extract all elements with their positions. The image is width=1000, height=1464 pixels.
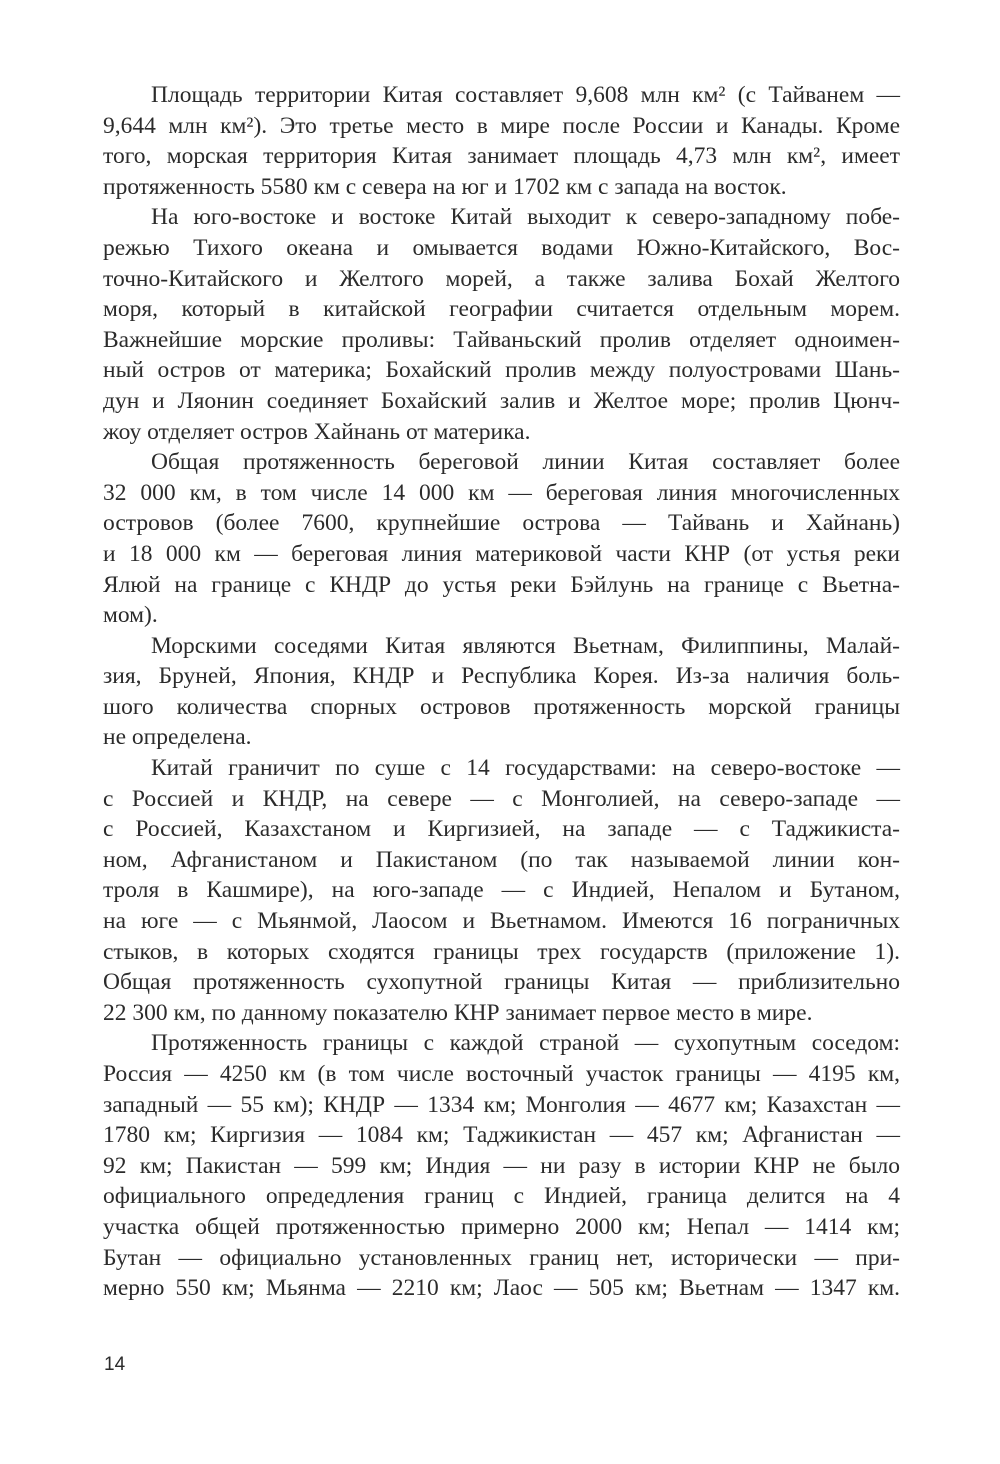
text-line: ном, Афганистаном и Пакистаном (по так называемой линии кон- bbox=[103, 846, 900, 873]
text-line: дун и Ляонин соединяет Бохайский залив и Желтое море; пролив Цюнч- bbox=[103, 387, 900, 414]
text-line: не определена. bbox=[103, 724, 252, 751]
text-line: Россия — 4250 км (в том числе восточный участок границы — 4195 км, bbox=[103, 1061, 900, 1087]
text-line: 92 км; Пакистан — 599 км; Индия — ни разу в истории КНР не было bbox=[103, 1152, 900, 1179]
paragraph-land-borders bbox=[103, 753, 900, 1028]
paragraph-area bbox=[103, 80, 900, 202]
text-line: Китай граничит по суше с 14 государствами: на северо-востоке — bbox=[151, 755, 900, 782]
paragraph-maritime-neighbors bbox=[103, 631, 900, 753]
text-line: с Россией и КНДР, на севере — с Монголией, на северо-западе — bbox=[103, 785, 900, 812]
text-line: моря, который в китайской географии считается отдельным морем. bbox=[103, 296, 900, 323]
text-line: На юго-востоке и востоке Китай выходит к северо-западному побе- bbox=[151, 204, 900, 231]
text-line: 32 000 км, в том числе 14 000 км — береговая линия многочисленных bbox=[103, 479, 900, 506]
text-line: Бутан — официально установленных границ нет, исторически — при- bbox=[103, 1244, 900, 1271]
text-line: официального опредедления границ с Индией, граница делится на 4 bbox=[103, 1183, 900, 1210]
body-text bbox=[103, 80, 900, 1304]
text-line: ный остров от материка; Бохайский пролив между полуостровами Шань- bbox=[103, 357, 900, 384]
text-line: Протяженность границы с каждой страной — сухопутным соседом: bbox=[151, 1030, 900, 1057]
text-line: шого количества спорных островов протяженность морской границы bbox=[103, 693, 900, 720]
text-line: жоу отделяет остров Хайнань от материка. bbox=[103, 418, 531, 445]
text-line: участка общей протяженностью примерно 2000 км; Непал — 1414 км; bbox=[103, 1213, 900, 1240]
text-line: 9,644 млн км²). Это третье место в мире после России и Канады. Кроме bbox=[103, 112, 900, 139]
text-line: троля в Кашмире), на юго-западе — с Индией, Непалом и Бутаном, bbox=[103, 877, 900, 904]
text-line: режью Тихого океана и омывается водами Южно-Китайского, Вос- bbox=[103, 234, 900, 261]
paragraph-border-lengths bbox=[103, 1028, 900, 1303]
text-line: Ялюй на границе с КНДР до устья реки Бэйлунь на границе с Вьетна- bbox=[103, 571, 900, 598]
text-line: Общая протяженность сухопутной границы Китая — приблизительно bbox=[103, 969, 900, 996]
text-line: Общая протяженность береговой линии Китая составляет более bbox=[151, 449, 900, 476]
text-line: и 18 000 км — береговая линия материковой части КНР (от устья реки bbox=[103, 540, 900, 567]
text-line: зия, Бруней, Япония, КНДР и Республика Корея. Из-за наличия боль- bbox=[103, 663, 900, 690]
text-line: 1780 км; Киргизия — 1084 км; Таджикистан — 457 км; Афганистан — bbox=[103, 1122, 900, 1149]
text-line: с Россией, Казахстаном и Киргизией, на западе — с Таджикиста- bbox=[103, 816, 900, 843]
paragraph-seas-and-straits bbox=[103, 202, 900, 447]
text-line: мом). bbox=[103, 602, 158, 629]
text-line: Площадь территории Китая составляет 9,608 млн км² (с Тайванем — bbox=[151, 82, 900, 108]
text-line: 22 300 км, по данному показателю КНР занимает первое место в мире. bbox=[103, 999, 813, 1026]
text-line: мерно 550 км; Мьянма — 2210 км; Лаос — 505 км; Вьетнам — 1347 км. bbox=[103, 1275, 900, 1302]
text-line: точно-Китайского и Желтого морей, а также залива Бохай Желтого bbox=[103, 265, 900, 292]
text-line: островов (более 7600, крупнейшие острова — Тайвань и Хайнань) bbox=[103, 510, 900, 537]
text-line: того, морская территория Китая занимает площадь 4,73 млн км², имеет bbox=[103, 143, 900, 170]
text-line: Морскими соседями Китая являются Вьетнам, Филиппины, Малай- bbox=[151, 632, 900, 659]
paragraph-coastline bbox=[103, 447, 900, 631]
text-line: западный — 55 км); КНДР — 1334 км; Монголия — 4677 км; Казахстан — bbox=[103, 1091, 900, 1118]
text-line: Важнейшие морские проливы: Тайваньский пролив отделяет одноимен- bbox=[103, 326, 900, 353]
page-number: 14 bbox=[104, 1354, 126, 1375]
text-line: на юге — с Мьянмой, Лаосом и Вьетнамом. Имеются 16 пограничных bbox=[103, 908, 900, 935]
text-line: протяженность 5580 км с севера на юг и 1702 км с запада на восток. bbox=[103, 173, 787, 200]
text-line: стыков, в которых сходятся границы трех государств (приложение 1). bbox=[103, 938, 900, 965]
